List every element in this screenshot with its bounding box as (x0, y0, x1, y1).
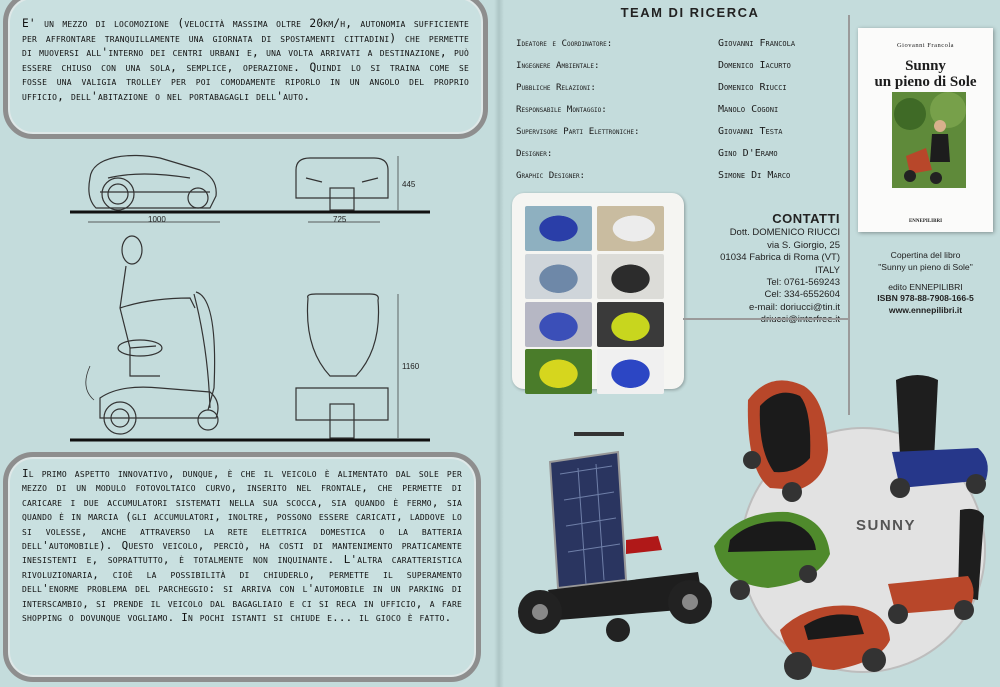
dimension-width: 725 (333, 215, 347, 224)
book-publisher: ENNEPILIBRI (908, 219, 943, 224)
team-role: Responsabile Montaggio: (516, 104, 607, 115)
book-cover (858, 28, 993, 232)
team-role: Supervisore Parti Elettroniche: (516, 126, 640, 137)
contact-country: ITALY (815, 264, 840, 276)
contact-city: 01034 Fabrica di Roma (VT) (720, 252, 840, 264)
dimension-length: 1000 (148, 215, 166, 224)
team-row (516, 148, 851, 170)
page-fold (494, 0, 504, 687)
render-thumbnail (525, 206, 592, 251)
team-member-name: Giovanni Francola (718, 38, 796, 49)
contact-phone: Tel: 0761-569243 (766, 277, 840, 289)
intro-paragraph: E' un mezzo di locomozione (velocità massima oltre 20km/h, autonomia sufficiente per affrontare tranquillamente una giornata di spostamenti cittadini) che permette di muoversi all'interno dei centri urbani e, una volta arrivati a destinazione, può essere chiuso con una sola, semplice, operazione. Quindi lo si traina come se fosse una valigia trolley per poi comodamente riporlo in un angolo del proprio ufficio, dell'abitazione o nel portabagagli dell'auto. (22, 17, 469, 103)
team-member-name: Giovanni Testa (718, 126, 783, 137)
book-edito: edito ENNEPILIBRI (888, 281, 963, 292)
sunny-logo: SUNNY (856, 517, 917, 534)
team-member-name: Domenico Iacurto (718, 60, 791, 71)
team-member-name: Gino D'Eramo (718, 148, 778, 159)
contact-street: via S. Giorgio, 25 (767, 239, 840, 251)
team-role: Ingegnere Ambientale: (516, 60, 600, 71)
team-title: TEAM DI RICERCA (620, 5, 760, 20)
team-role: Ideatore e Coordinatore: (516, 38, 613, 49)
contact-name: Dott. DOMENICO RIUCCI (729, 227, 840, 239)
team-member-name: Manolo Cogoni (718, 104, 779, 115)
book-caption (858, 250, 993, 317)
team-row (516, 104, 851, 126)
team-row (516, 126, 851, 148)
team-role: Designer: (516, 148, 553, 159)
team-row (516, 38, 851, 60)
intro-text-box (3, 0, 488, 139)
vehicle-showcase (508, 340, 1000, 687)
render-thumbnail (597, 206, 664, 251)
book-caption-line1: Copertina del libro (890, 250, 961, 260)
team-list (516, 38, 851, 192)
team-role: Graphic Designer: (516, 170, 586, 181)
book-author: Giovanni Francola (896, 42, 955, 49)
book-cover-photo (892, 92, 966, 188)
team-member-name: Domenico Riucci (718, 82, 787, 93)
team-role: Pubbliche Relazioni: (516, 82, 596, 93)
book-website-link[interactable]: www.ennepilibri.it (888, 305, 963, 316)
book-isbn: ISBN 978-88-7908-166-5 (877, 293, 974, 304)
body-text-box (3, 452, 481, 682)
team-row (516, 60, 851, 82)
divider-horizontal (683, 318, 850, 320)
team-member-name: Simone Di Marco (718, 170, 791, 181)
contact-block (690, 213, 840, 327)
team-row (516, 82, 851, 104)
book-title-line2: un pieno di Sole (874, 74, 977, 90)
technical-drawing (60, 148, 480, 448)
book-title (858, 58, 993, 90)
dimension-height-open: 1160 (402, 362, 420, 371)
contact-email-link[interactable]: e-mail: doriucci@tin.it (749, 301, 840, 313)
dimension-height-closed: 445 (402, 180, 416, 189)
contact-heading: CONTATTI (772, 211, 840, 226)
render-thumbnail (597, 254, 664, 299)
contact-mobile: Cel: 334-6552604 (764, 289, 840, 301)
body-paragraph: Il primo aspetto innovativo, dunque, è che il veicolo è alimentato dal sole per mezzo di un modulo fotovoltaico curvo, inserito nel frontale, che permette di caricare i due accumulatori sistemati nella sua scocca, sia quando è fermo, sia quando è in marcia (gli accumulatori, inoltre, possono essere caricati, laddove lo si volesse, anche attraverso la rete elettrica domestica o la batteria dell'automobile). Questo veicolo, perciò, ha costi di mantenimento praticamente inesistenti e, soprattutto, è totalmente non inquinante. L'altra caratteristica rivoluzionaria, cioè la possibilità di chiuderlo, permette il superamento dell'enorme problema del parcheggio: si arriva con l'automobile in un parking di interscambio, si prende il veicolo dal bagagliaio e ci si reca in ufficio, a fare shopping o dovunque vogliamo. In pochi istanti si chiude e... il gioco è fatto. (22, 467, 462, 625)
book-title-line1: Sunny (905, 58, 946, 74)
book-caption-line2: "Sunny un pieno di Sole" (878, 261, 973, 272)
render-thumbnail (525, 254, 592, 299)
team-row (516, 170, 851, 192)
contact-email-link[interactable] (690, 314, 840, 326)
